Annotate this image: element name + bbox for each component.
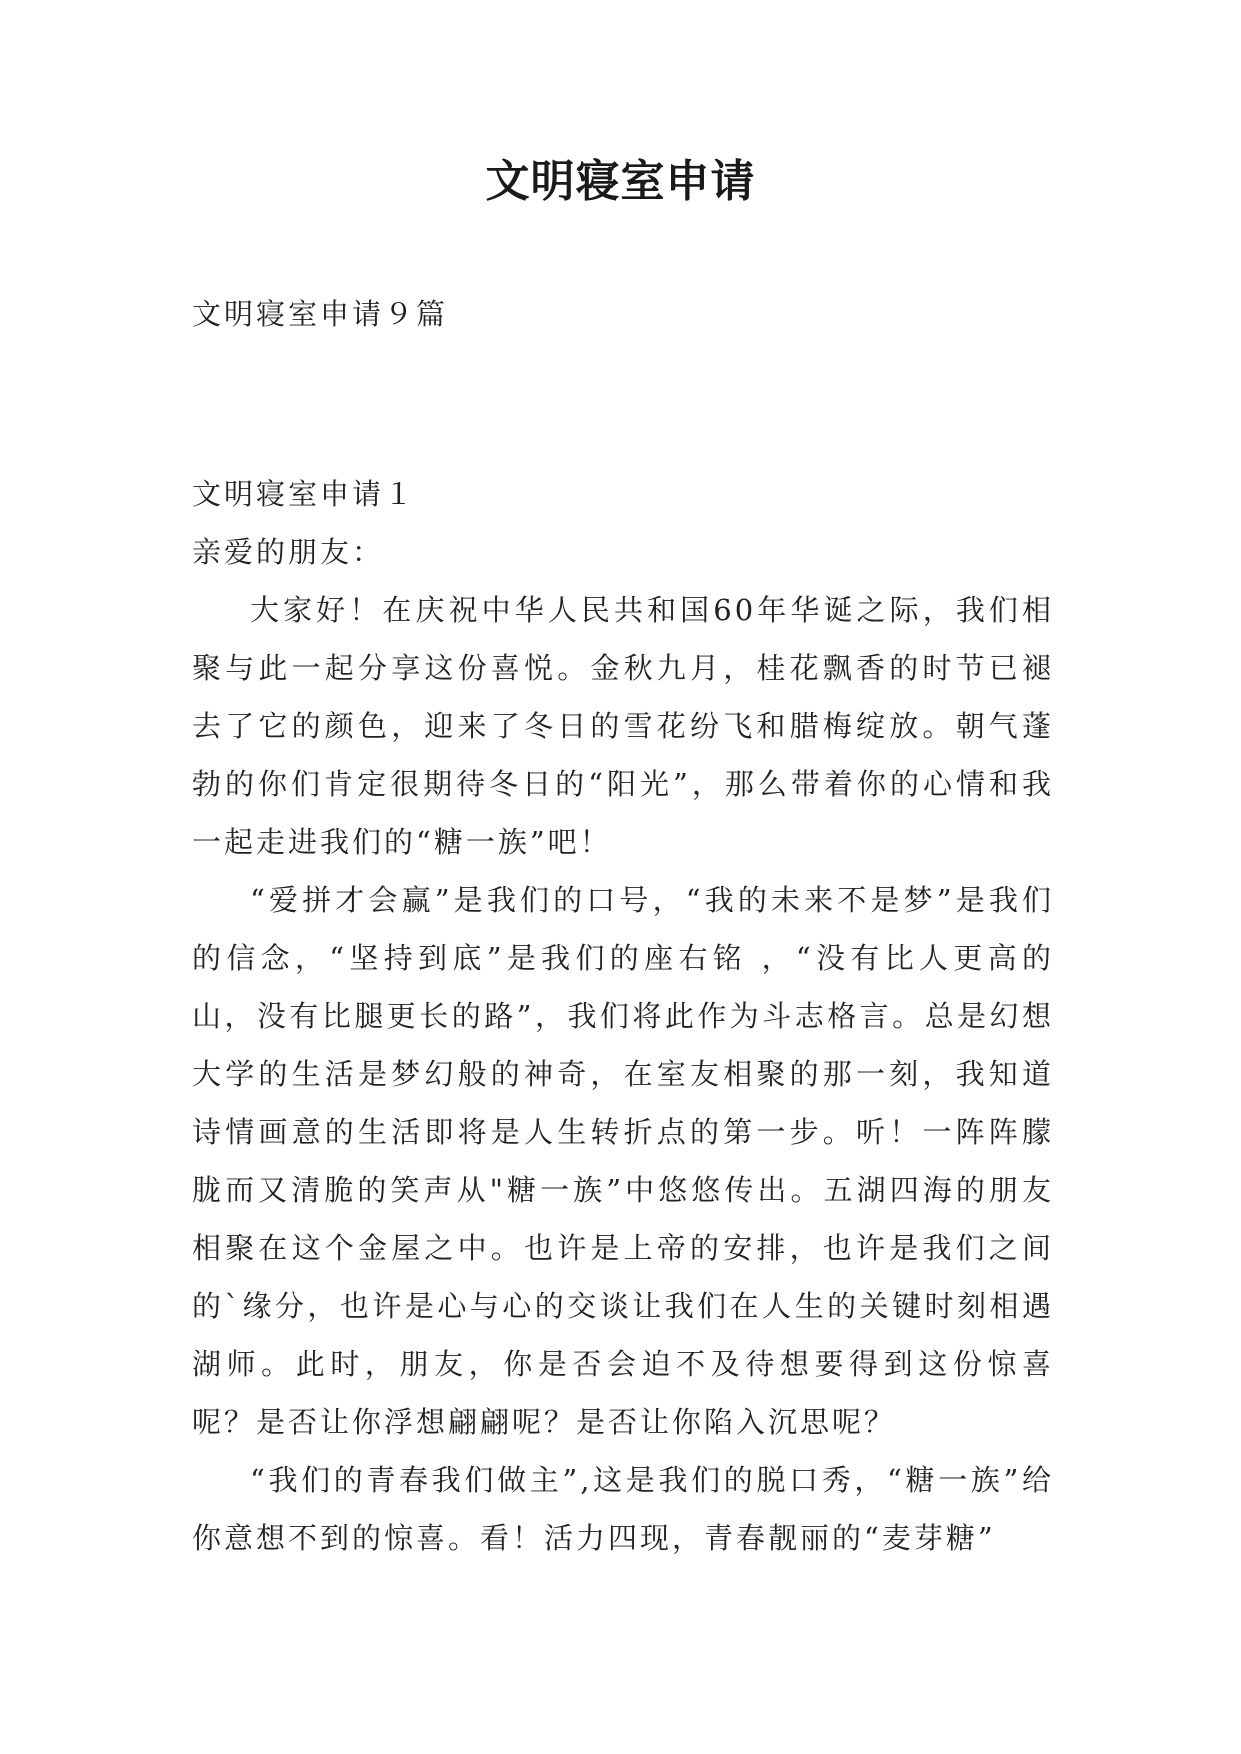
document-title: 文明寝室申请 — [485, 156, 756, 207]
paragraph: “爱拼才会赢”是我们的口号，“我的未来不是梦”是我们的信念，“坚持到底”是我们的座右铭 ，“没有比人更高的山，没有比腿更长的路”，我们将此作为斗志格言。总是幻想大学的生活是梦幻般的神奇，在室友相聚的那一刻，我知道诗情画意的生活即将是人生转折点的第一步。听！一阵阵朦胧而又清脆的笑声从"糖一族”中悠悠传出。五湖四海的朋友相聚在这个金屋之中。也许是上帝的安排，也许是我们之间的`缘分，也许是心与心的交谈让我们在人生的关键时刻相遇湖师。此时，朋友，你是否会迫不及待想要得到这份惊喜呢？是否让你浮想翩翩呢？是否让你陷入沉思呢？ — [192, 883, 1054, 1439]
paragraph: 大家好！在庆祝中华人民共和国60年华诞之际，我们相聚与此一起分享这份喜悦。金秋九月，桂花飘香的时节已褪去了它的颜色，迎来了冬日的雪花纷飞和腊梅绽放。朝气蓬勃的你们肯定很期待冬日的“阳光”，那么带着你的心情和我一起走进我们的“糖一族”吧！ — [192, 593, 1054, 859]
paragraph: “我们的青春我们做主”,这是我们的脱口秀，“糖一族”给你意想不到的惊喜。看！活力四现，青春靓丽的“麦芽糖” — [192, 1463, 1054, 1555]
salutation: 亲爱的朋友： — [192, 535, 385, 569]
section-heading: 文明寝室申请１ — [192, 477, 417, 511]
document-subtitle: 文明寝室申请９篇 — [192, 297, 449, 331]
letter-body — [192, 581, 1054, 1567]
